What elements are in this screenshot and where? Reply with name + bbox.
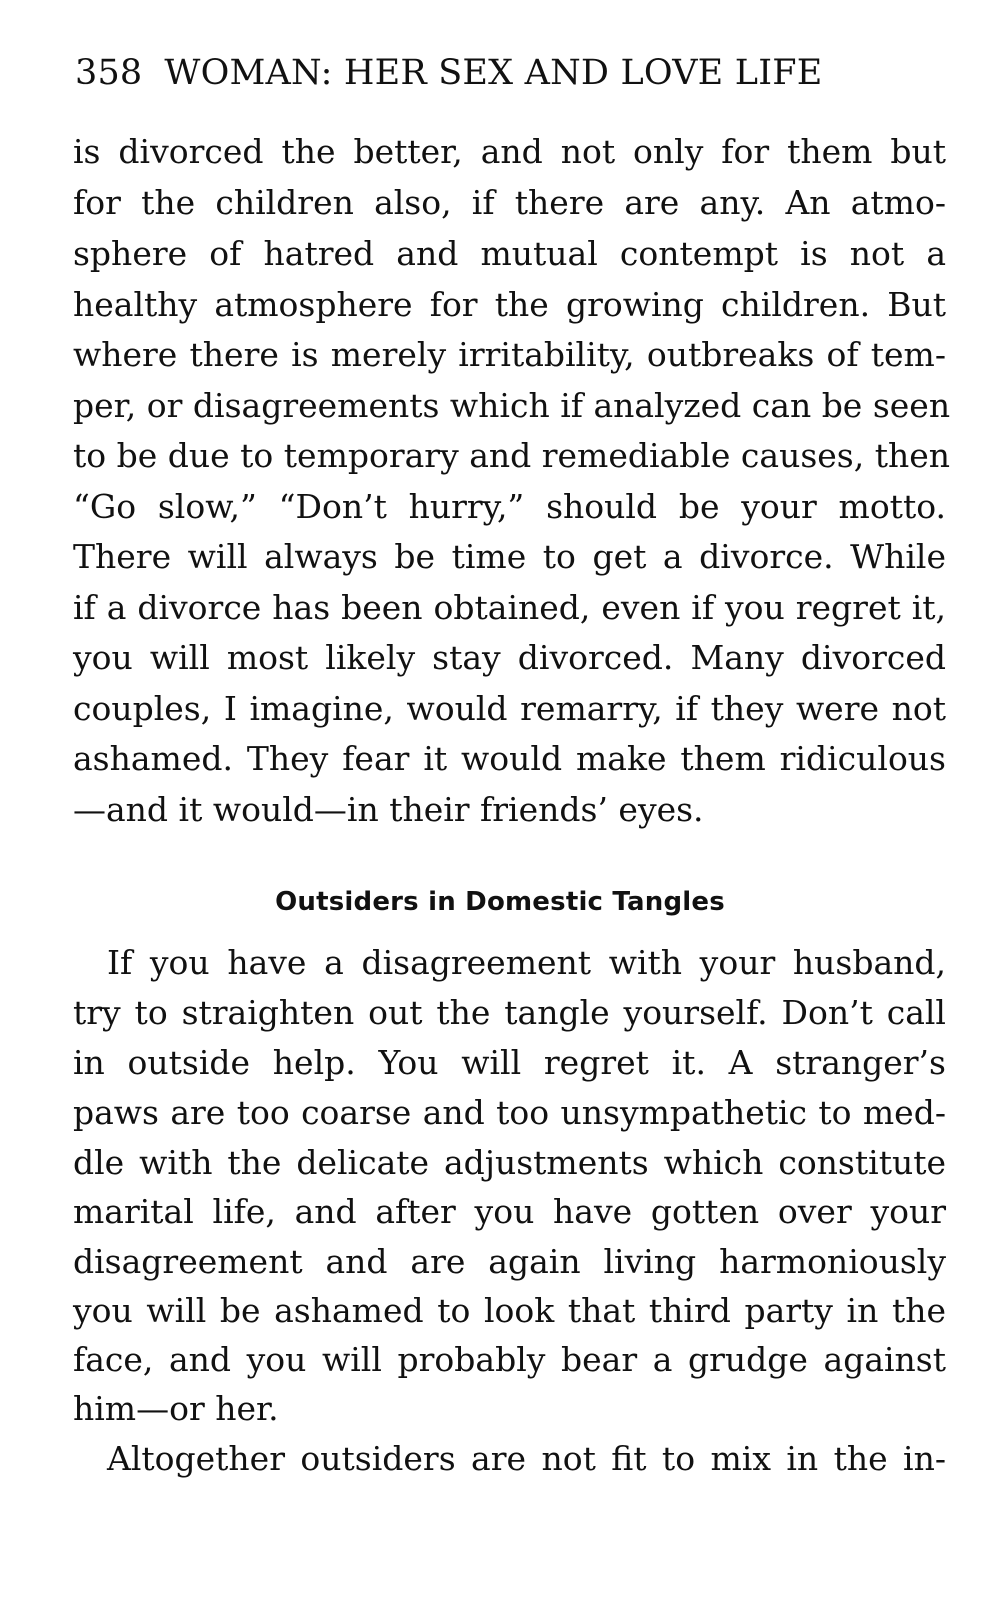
- text-line: couples, I imagine, would remarry, if they were not: [73, 689, 946, 728]
- text-line: you will most likely stay divorced. Many divorced: [73, 638, 946, 677]
- text-line: ashamed. They fear it would make them ridiculous: [73, 739, 946, 778]
- text-line: sphere of hatred and mutual contempt is not a: [73, 234, 946, 273]
- text-line: try to straighten out the tangle yourself. Don’t call: [73, 993, 946, 1032]
- text-line: where there is merely irritability, outbreaks of tem-: [73, 335, 946, 374]
- book-title: WOMAN: HER SEX AND LOVE LIFE: [164, 53, 823, 93]
- text-line: —and it would—in their friends’ eyes.: [73, 790, 704, 829]
- text-line: if a divorce has been obtained, even if you regret it,: [73, 588, 946, 627]
- text-line: dle with the delicate adjustments which constitute: [73, 1143, 946, 1182]
- text-line: in outside help. You will regret it. A stranger’s: [73, 1043, 946, 1082]
- text-line: paws are too coarse and too unsympathetic to med-: [73, 1093, 946, 1132]
- text-line: you will be ashamed to look that third party in the: [73, 1291, 946, 1330]
- text-line: There will always be time to get a divorce. While: [73, 537, 946, 576]
- section-heading: Outsiders in Domestic Tangles: [275, 887, 725, 917]
- text-line: “Go slow,” “Don’t hurry,” should be your motto.: [73, 487, 946, 526]
- text-line: Altogether outsiders are not fit to mix in the in-: [107, 1439, 946, 1478]
- text-line: for the children also, if there are any. An atmo-: [73, 183, 946, 222]
- running-head: [75, 48, 905, 98]
- page-number: 358: [75, 53, 143, 93]
- text-line: per, or disagreements which if analyzed can be seen: [73, 386, 951, 425]
- text-line: to be due to temporary and remediable causes, then: [73, 436, 951, 475]
- text-line: him—or her.: [73, 1389, 279, 1428]
- text-line: healthy atmosphere for the growing children. But: [73, 285, 946, 324]
- text-line: is divorced the better, and not only for them but: [73, 132, 946, 171]
- text-line: face, and you will probably bear a grudge against: [73, 1340, 946, 1379]
- text-line: disagreement and are again living harmoniously: [73, 1242, 946, 1281]
- text-line: marital life, and after you have gotten over your: [73, 1192, 946, 1231]
- text-line: If you have a disagreement with your husband,: [107, 943, 946, 982]
